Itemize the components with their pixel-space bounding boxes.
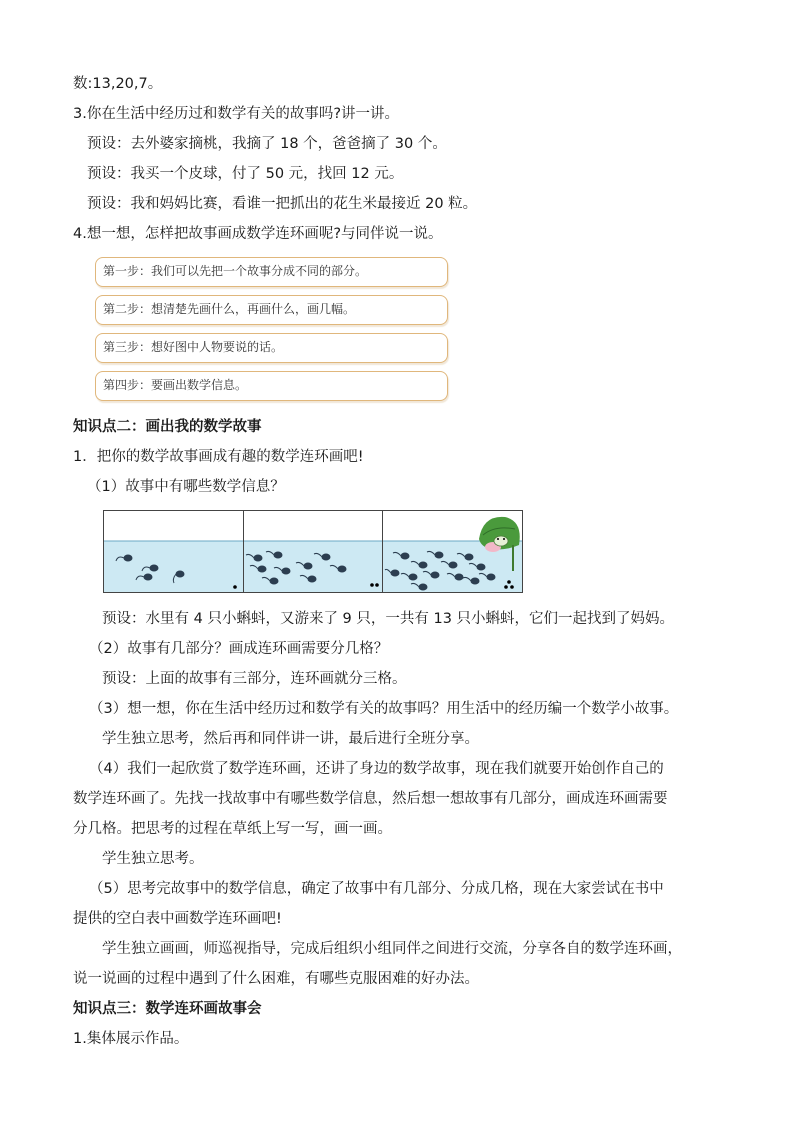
sub-question: （2）故事有几部分？画成连环画需要分几格？ [89, 641, 389, 657]
paragraph-line: 提供的空白表中画数学连环画吧! [73, 911, 282, 927]
question-4: 4.想一想，怎样把故事画成数学连环画呢?与同伴说一说。 [73, 226, 443, 242]
step-box-2: 第二步：想清楚先画什么，再画什么，画几幅。 [95, 295, 448, 325]
section-heading: 知识点二：画出我的数学故事 [73, 419, 262, 435]
paragraph-line: 数学连环画了。先找一找故事中有哪些数学信息，然后想一想故事有几部分，画成连环画需要 [73, 791, 668, 807]
tadpole-scene [383, 511, 522, 592]
question-1: 1．把你的数学故事画成有趣的数学连环画吧! [73, 449, 364, 465]
section-heading: 知识点三：数学连环画故事会 [73, 1001, 262, 1017]
question-1: 1.集体展示作品。 [73, 1031, 189, 1047]
answer-text: 学生独立画画，师巡视指导，完成后组织小组同伴之间进行交流，分享各自的数学连环画， [102, 941, 682, 957]
answer-text: 学生独立思考，然后再和同伴讲一讲，最后进行全班分享。 [102, 731, 479, 747]
sub-question: （3）想一想，你在生活中经历过和数学有关的故事吗？用生活中的经历编一个数学小故事。 [89, 701, 679, 717]
answer-preset: 预设：去外婆家摘桃，我摘了 18 个，爸爸摘了 30 个。 [87, 136, 447, 152]
tadpole-scene [104, 511, 244, 592]
step-box-4: 第四步：要画出数学信息。 [95, 371, 448, 401]
text-line: 数:13,20,7。 [73, 76, 163, 92]
answer-preset: 预设：我和妈妈比赛，看谁一把抓出的花生米最接近 20 粒。 [87, 196, 478, 212]
answer-preset: 预设：上面的故事有三部分，连环画就分三格。 [102, 671, 407, 687]
sub-question: （5）思考完故事中的数学信息，确定了故事中有几部分、分成几格，现在大家尝试在书中 [89, 881, 664, 897]
step-box-1: 第一步：我们可以先把一个故事分成不同的部分。 [95, 257, 448, 287]
sub-question: （1）故事中有哪些数学信息？ [87, 479, 285, 495]
tadpole-scene [244, 511, 384, 592]
step-box-3: 第三步：想好图中人物要说的话。 [95, 333, 448, 363]
answer-text: 学生独立思考。 [102, 851, 204, 867]
sub-question: （4）我们一起欣赏了数学连环画，还讲了身边的数学故事，现在我们就要开始创作自己的 [89, 761, 664, 777]
comic-panel-2 [244, 511, 384, 592]
paragraph-line: 说一说画的过程中遇到了什么困难，有哪些克服困难的好办法。 [73, 971, 479, 987]
paragraph-line: 分几格。把思考的过程在草纸上写一写，画一画。 [73, 821, 392, 837]
question-3: 3.你在生活中经历过和数学有关的故事吗?讲一讲。 [73, 106, 400, 122]
comic-panel-3 [383, 511, 522, 592]
answer-preset: 预设：水里有 4 只小蝌蚪，又游来了 9 只，一共有 13 只小蝌蚪，它们一起找到了妈妈。 [102, 611, 675, 627]
answer-preset: 预设：我买一个皮球，付了 50 元，找回 12 元。 [87, 166, 404, 182]
comic-panel-1 [104, 511, 244, 592]
tadpole-comic-strip [103, 510, 523, 593]
